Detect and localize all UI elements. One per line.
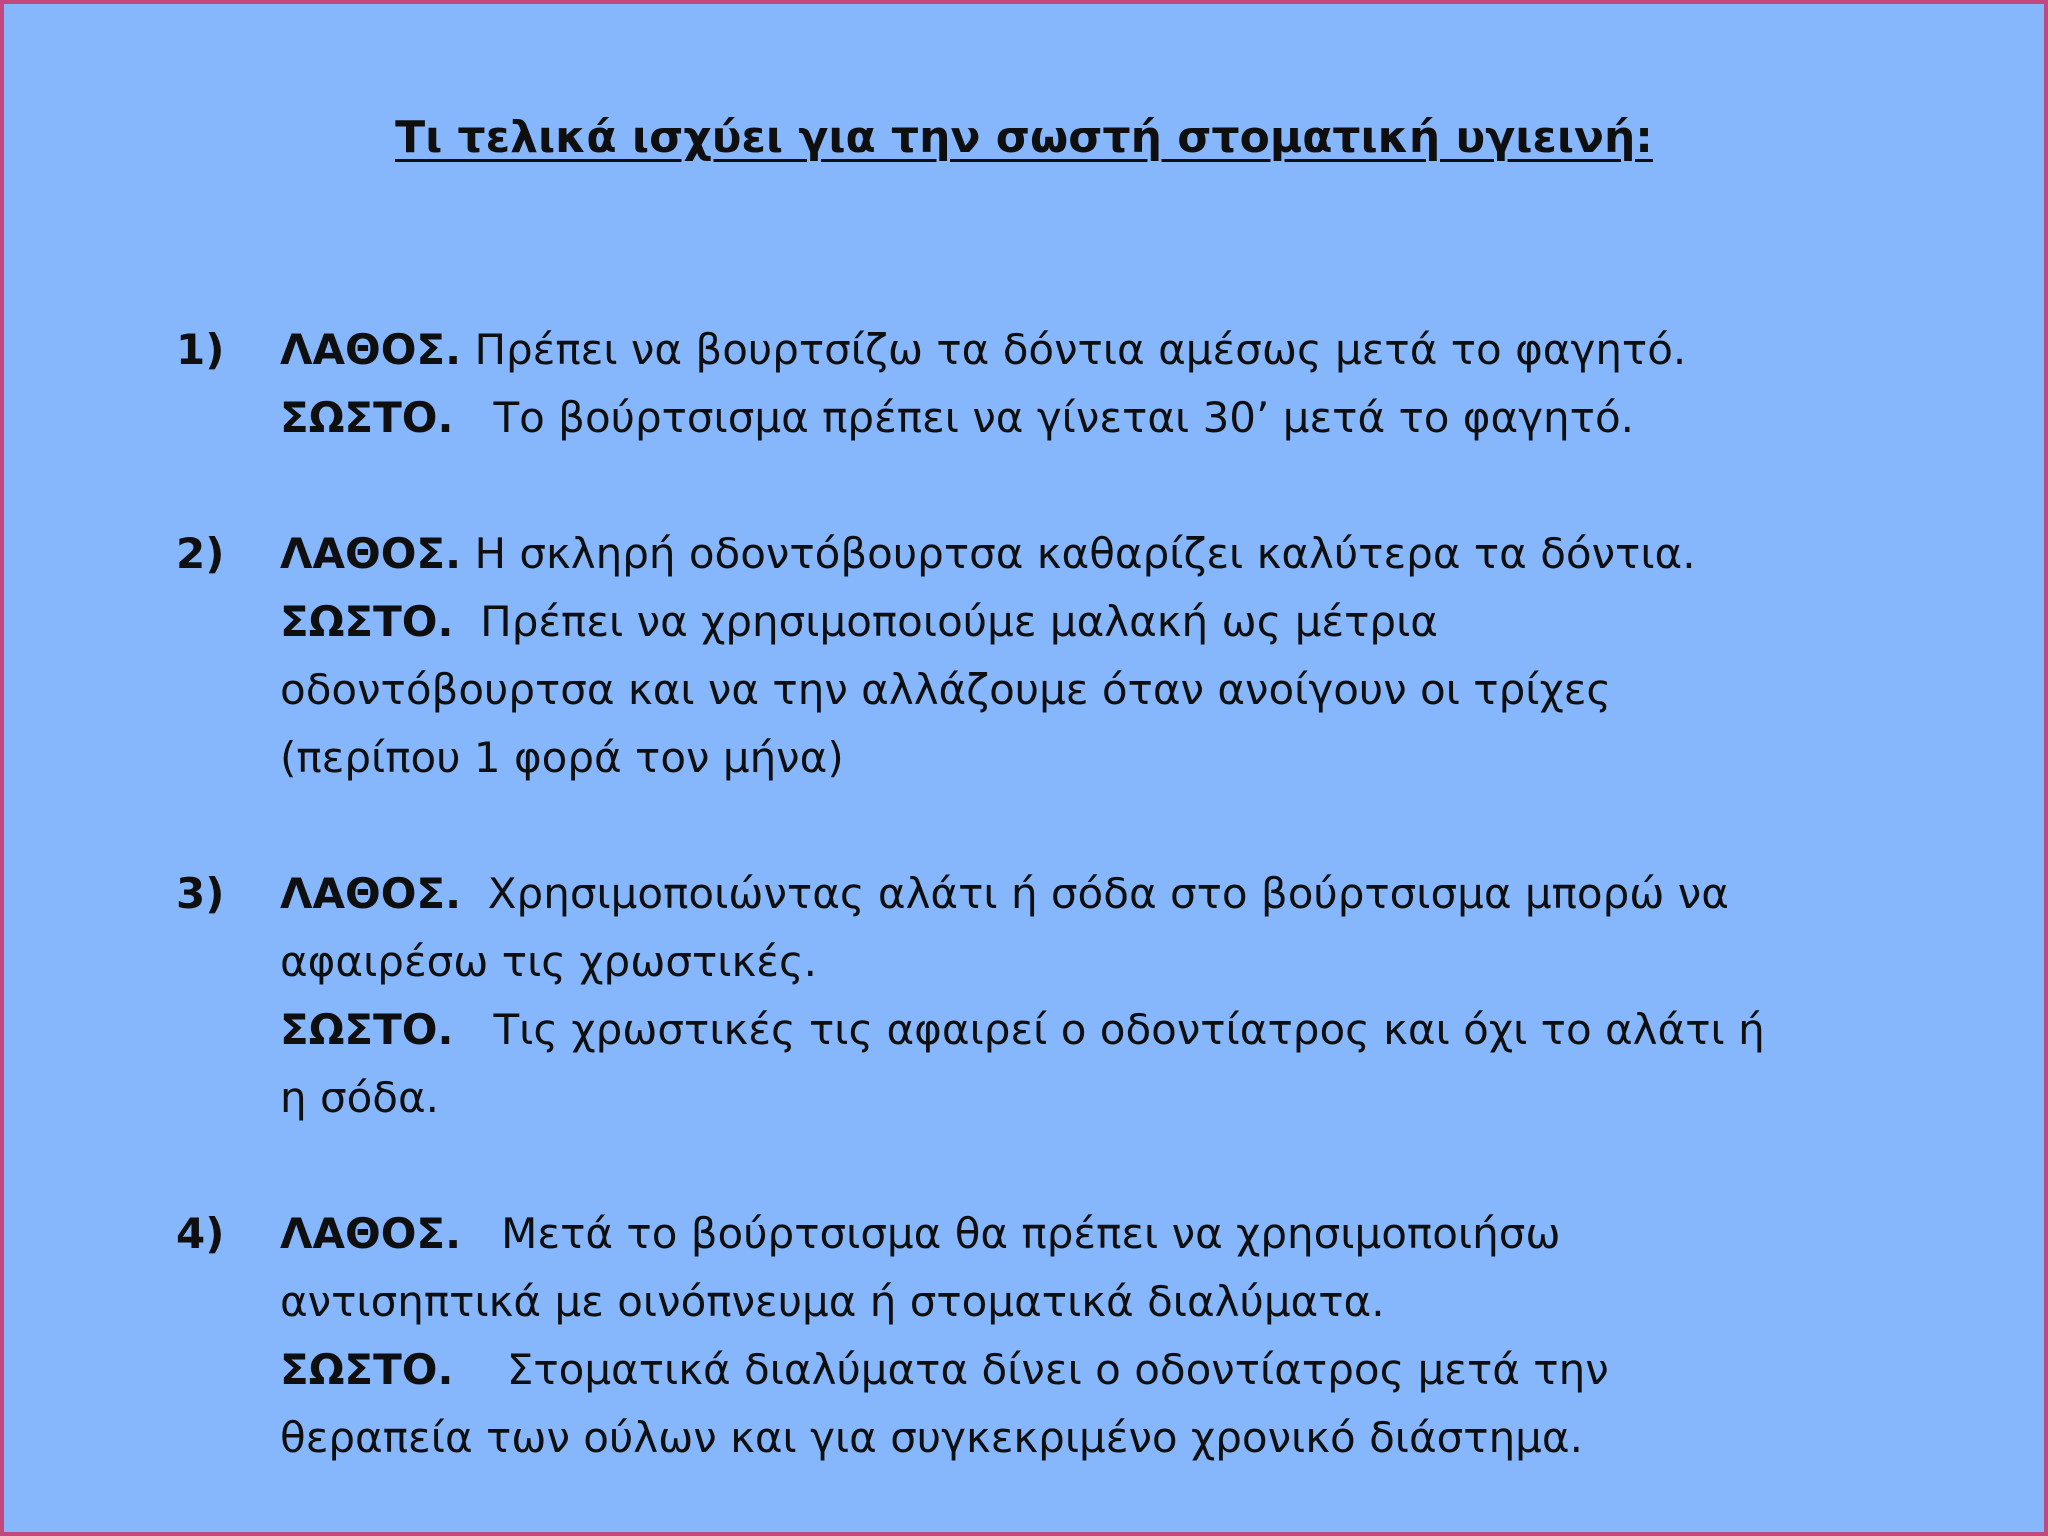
right-text: Τις χρωστικές τις αφαιρεί ο οδοντίατρος και όχι το αλάτι ή: [493, 1005, 1765, 1054]
wrong-label: ΛΑΘΟΣ.: [280, 1209, 462, 1258]
item-line: [280, 520, 1876, 588]
list-item: [176, 860, 1876, 1132]
right-text: Πρέπει να χρησιμοποιούμε μαλακή ως μέτρια: [480, 597, 1438, 646]
right-text: Στοματικά διαλύματα δίνει ο οδοντίατρος μετά την: [506, 1345, 1609, 1394]
wrong-text: Η σκληρή οδοντόβουρτσα καθαρίζει καλύτερα τα δόντια.: [474, 529, 1696, 578]
wrong-text: Πρέπει να βουρτσίζω τα δόντια αμέσως μετά το φαγητό.: [474, 325, 1687, 374]
item-line: [280, 384, 1876, 452]
item-line: [280, 860, 1876, 928]
item-line: (περίπου 1 φορά τον μήνα): [280, 733, 844, 782]
item-line: [280, 996, 1876, 1064]
right-label: ΣΩΣΤΟ.: [280, 1345, 454, 1394]
right-label: ΣΩΣΤΟ.: [280, 1005, 454, 1054]
wrong-text: Χρησιμοποιώντας αλάτι ή σόδα στο βούρτσισμα μπορώ να: [487, 869, 1729, 918]
wrong-text: Μετά το βούρτσισμα θα πρέπει να χρησιμοποιήσω: [501, 1209, 1561, 1258]
list-item: [176, 316, 1876, 452]
wrong-label: ΛΑΘΟΣ.: [280, 529, 462, 578]
item-line: [280, 1200, 1876, 1268]
item-number: 2): [176, 529, 225, 578]
right-label: ΣΩΣΤΟ.: [280, 597, 454, 646]
right-text: Το βούρτσισμα πρέπει να γίνεται 30’ μετά το φαγητό.: [493, 393, 1635, 442]
slide-title: Τι τελικά ισχύει για την σωστή στοματική υγιεινή:: [395, 112, 1653, 163]
item-line: οδοντόβουρτσα και να την αλλάζουμε όταν ανοίγουν οι τρίχες: [280, 665, 1612, 714]
item-line: [280, 588, 1876, 656]
list-item: [176, 1200, 1876, 1472]
item-number: 4): [176, 1209, 225, 1258]
item-number: 3): [176, 869, 225, 918]
item-line: [280, 1336, 1876, 1404]
wrong-label: ΛΑΘΟΣ.: [280, 325, 462, 374]
item-line: [280, 316, 1876, 384]
myth-fact-list: [176, 316, 1876, 1472]
item-line: η σόδα.: [280, 1073, 440, 1122]
item-line: αντισηπτικά με οινόπνευμα ή στοματικά διαλύματα.: [280, 1277, 1385, 1326]
right-label: ΣΩΣΤΟ.: [280, 393, 454, 442]
item-number: 1): [176, 325, 225, 374]
list-item: [176, 520, 1876, 792]
item-line: αφαιρέσω τις χρωστικές.: [280, 937, 817, 986]
item-line: θεραπεία των ούλων και για συγκεκριμένο χρονικό διάστημα.: [280, 1413, 1583, 1462]
wrong-label: ΛΑΘΟΣ.: [280, 869, 462, 918]
